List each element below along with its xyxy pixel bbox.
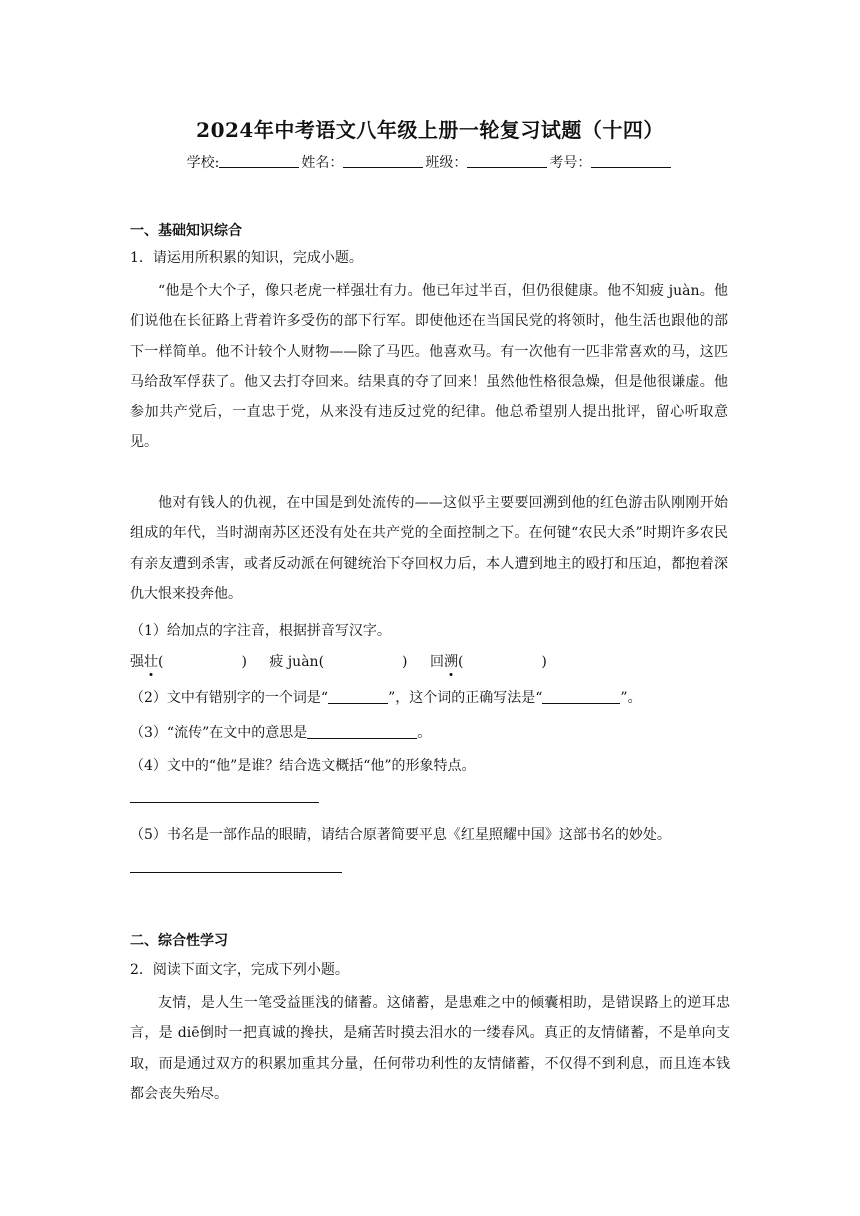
question2-prompt: 2．阅读下面文字，完成下列小题。 — [130, 962, 349, 978]
correct-word-blank[interactable] — [542, 689, 620, 704]
subquestion2: （2）文中有错别字的一个词是“ ”，这个词的正确写法是“ ”。 — [130, 690, 642, 706]
name-label: 姓名： — [301, 155, 344, 171]
wrong-word-blank[interactable] — [328, 689, 388, 704]
subquestion5-answer-line[interactable] — [130, 872, 342, 873]
dotted-char-zhuang: 壮 — [144, 654, 158, 670]
subquestion4-answer-line[interactable] — [130, 802, 319, 803]
subquestion3: （3）“流传”在文中的意思是 。 — [130, 725, 432, 741]
school-blank[interactable] — [219, 153, 299, 168]
class-blank[interactable] — [467, 153, 547, 168]
item-pijuan: 疲 juàn — [269, 654, 319, 670]
class-label: 班级： — [425, 155, 468, 171]
dotted-char-su: 溯 — [443, 654, 458, 670]
exam-no-label: 考号： — [549, 155, 592, 171]
section2-heading: 二、综合性学习 — [130, 933, 228, 949]
school-label: 学校: — [186, 155, 220, 171]
question1-prompt: 1．请运用所积累的知识，完成小题。 — [130, 250, 363, 266]
name-blank[interactable] — [343, 153, 423, 168]
section1-heading: 一、基础知识综合 — [130, 223, 242, 239]
student-info-row — [0, 152, 860, 172]
subquestion4: （4）文中的“他”是谁？结合选文概括“他”的形象特点。 — [130, 758, 476, 774]
meaning-blank[interactable] — [307, 724, 417, 739]
subquestion1: （1）给加点的字注音，根据拼音写汉字。 — [130, 623, 391, 639]
question2-passage: 友情，是人生一笔受益匪浅的储蓄。这储蓄，是患难之中的倾囊相助，是错误路上的逆耳忠言，是 diē倒时一把真诚的搀扶，是痛苦时摸去泪水的一缕春风。真正的友情储蓄，不是单向支取，而是通过双方的积累加重其分量，任何带功利性的友情储蓄，不仅得不到利息，而且连本钱都会丧失殆尽。 — [130, 995, 730, 1102]
exam-no-blank[interactable] — [591, 153, 671, 168]
question1-passage2: 他对有钱人的仇视，在中国是到处流传的——这似乎主要要回溯到他的红色游击队刚刚开始组成的年代，当时湖南苏区还没有处在共产党的全面控制之下。在何键“农民大杀”时期许多农民有亲友遭到杀害，或者反动派在何键统治下夺回权力后，本人遭到地主的殴打和压迫，都抱着深仇大恨来投奔他。 — [130, 495, 728, 602]
question1-passage1: “他是个大个子，像只老虎一样强壮有力。他已年过半百，但仍很健康。他不知疲 juàn。他们说他在长征路上背着许多受伤的部下行军。即使他还在当国民党的将领时，他生活也跟他的部下一样简单。他不计较个人财物——除了马匹。他喜欢马。有一次他有一匹非常喜欢的马，这匹马给敌军俘获了。他又去打夺回来。结果真的夺了回来！虽然他性格很急燥，但是他很谦虚。他参加共产党后，一直忠于党，从来没有违反过党的纪律。他总希望别人提出批评，留心听取意见。 — [130, 283, 728, 451]
pinyin-items-row: 强壮( ) 疲 juàn( ) 回溯( ) — [130, 654, 547, 670]
subquestion5: （5）书名是一部作品的眼睛，请结合原著简要平息《红星照耀中国》这部书名的妙处。 — [130, 827, 671, 843]
page-title: 2024年中考语文八年级上册一轮复习试题（十四） — [196, 118, 664, 142]
